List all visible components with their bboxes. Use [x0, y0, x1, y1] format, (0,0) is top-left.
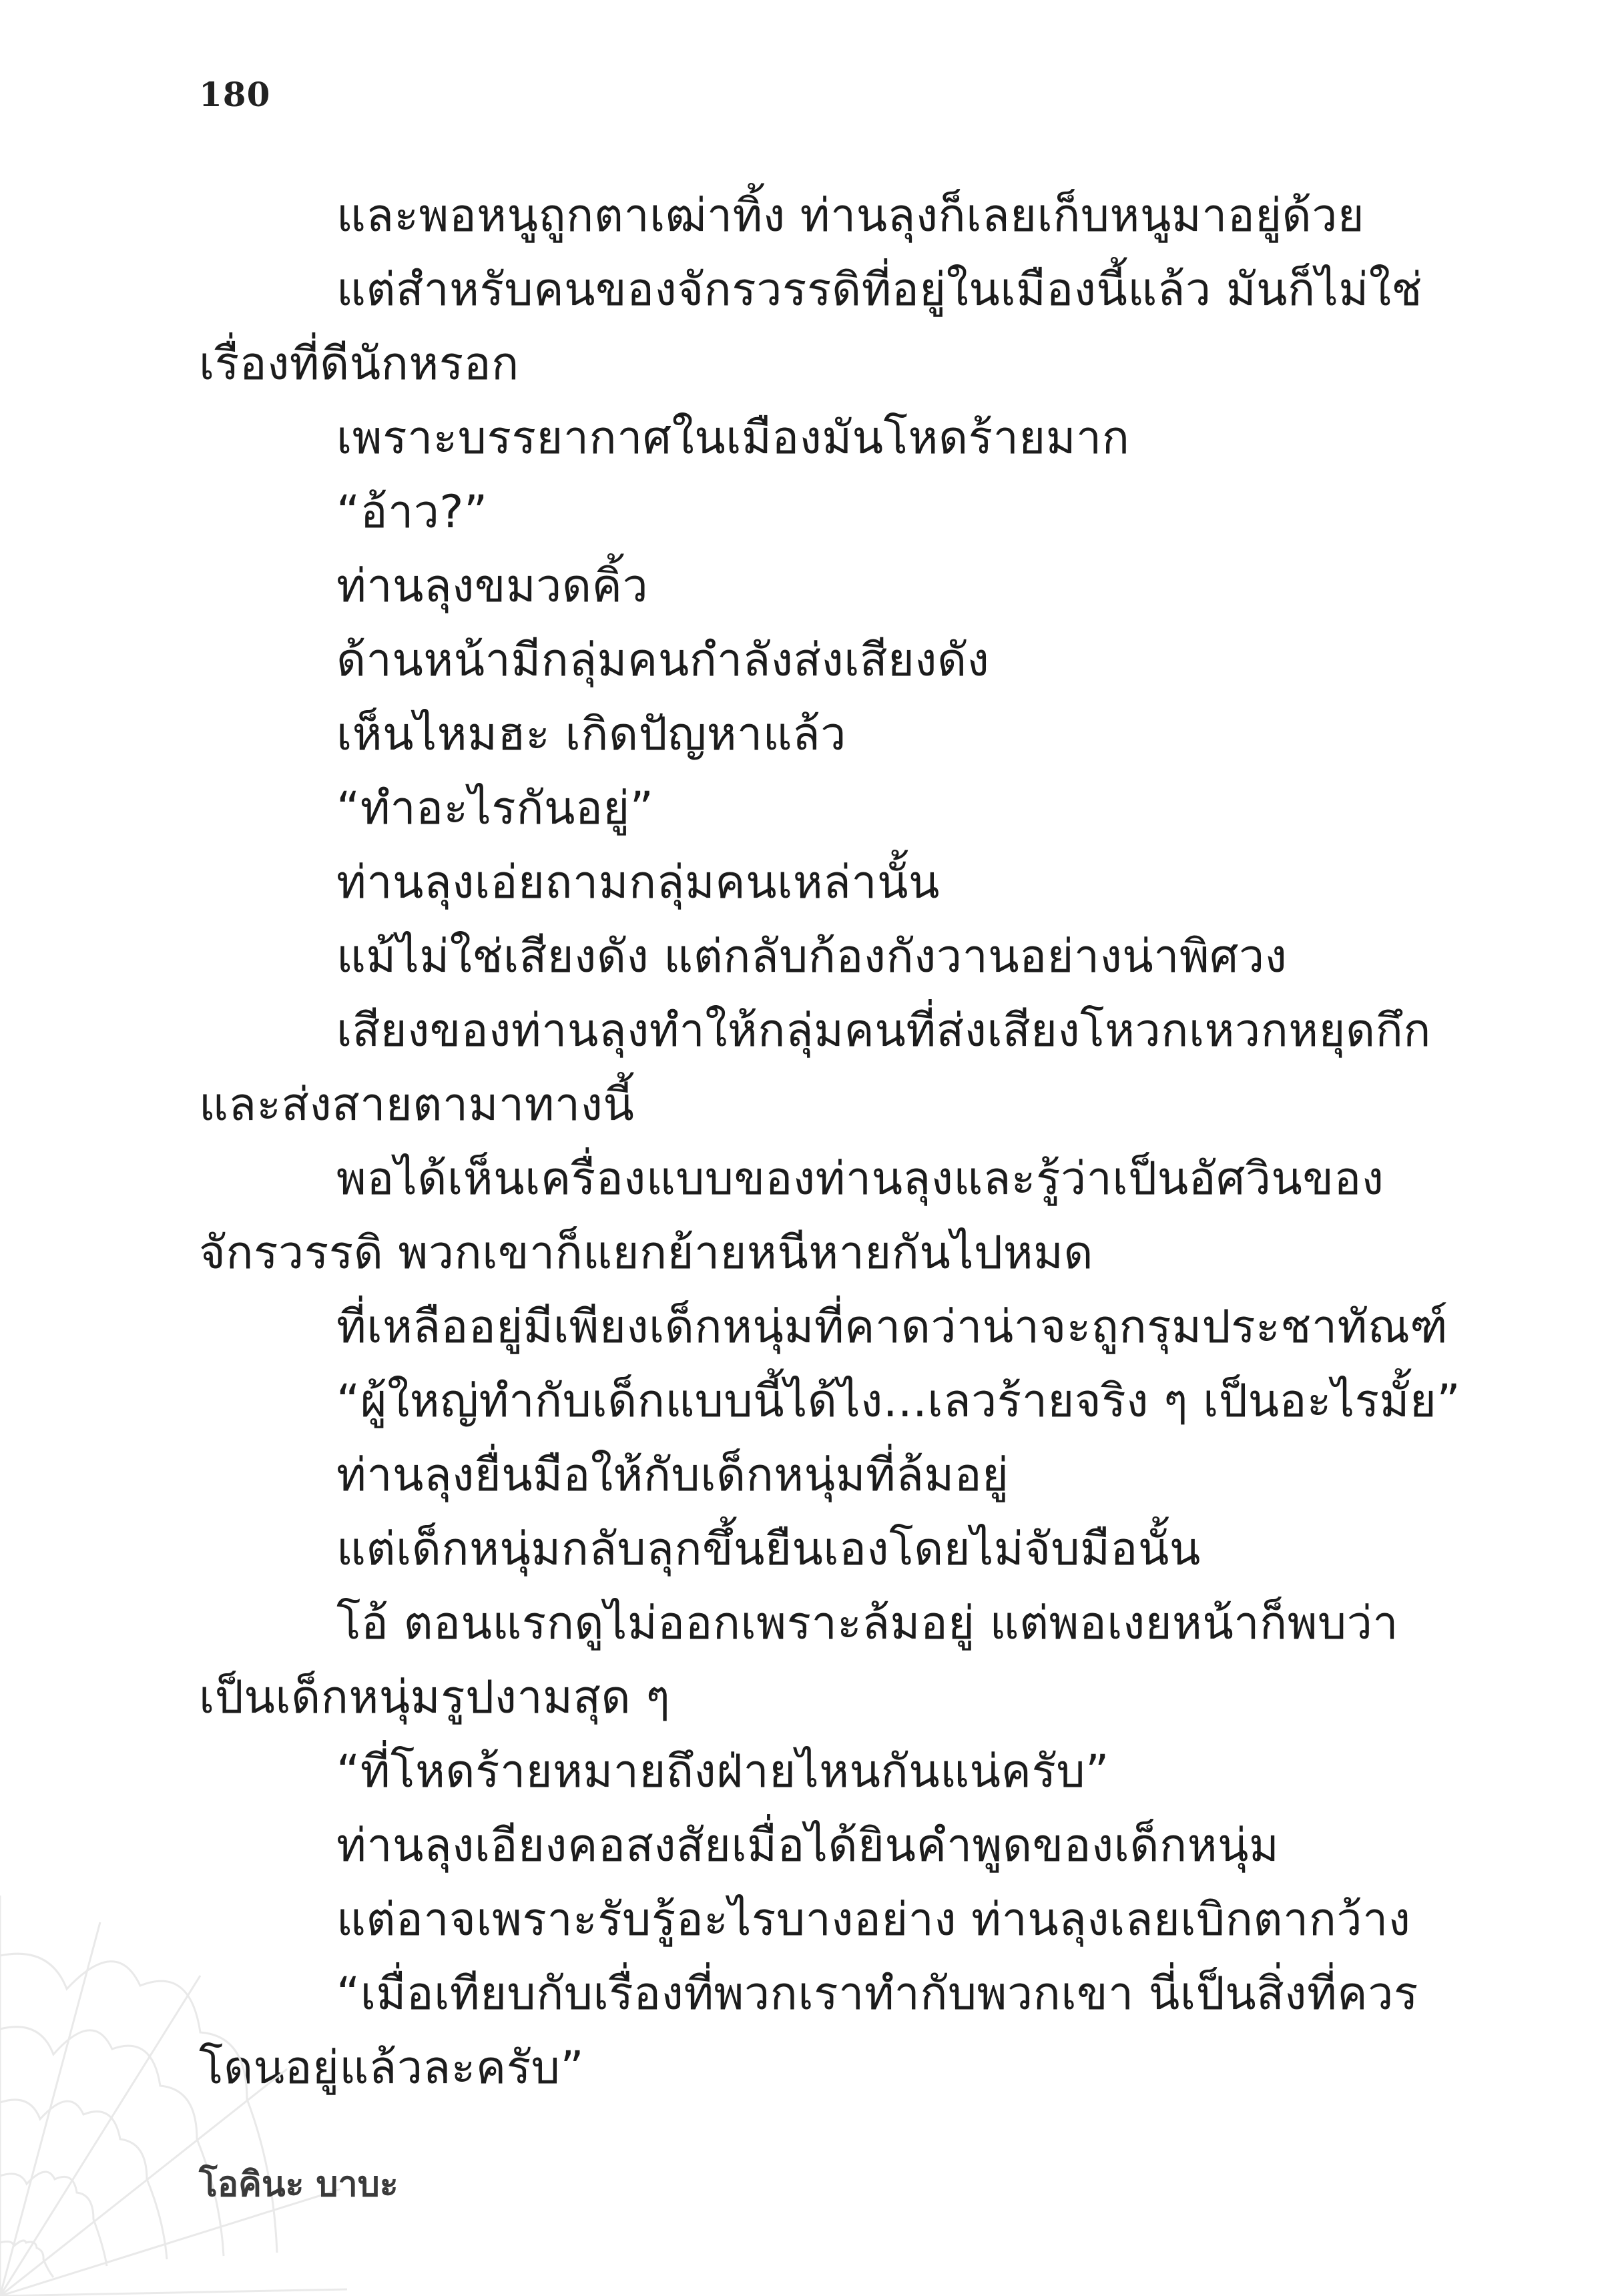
text-line: เสียงของท่านลุงทำให้กลุ่มคนที่ส่งเสียงโหวกเหวกหยุดกึก — [336, 1005, 1431, 1057]
author-name: โอคินะ บาบะ — [199, 2165, 398, 2205]
text-line: “เมื่อเทียบกับเรื่องที่พวกเราทำกับพวกเขา นี่เป็นสิ่งที่ควร — [336, 1968, 1418, 2020]
text-line: แต่เด็กหนุ่มกลับลุกขึ้นยืนเองโดยไม่จับมือนั้น — [336, 1523, 1201, 1576]
text-line: โอ้ ตอนแรกดูไม่ออกเพราะล้มอยู่ แต่พอเงยหน้าก็พบว่า — [336, 1597, 1399, 1650]
text-line: “ที่โหดร้ายหมายถึงฝ่ายไหนกันแน่ครับ” — [336, 1745, 1109, 1798]
text-line: โดนอยู่แล้วละครับ” — [199, 2042, 585, 2094]
text-line: “ทำอะไรกันอยู่” — [336, 782, 654, 835]
text-line: พอได้เห็นเครื่องแบบของท่านลุงและรู้ว่าเป็นอัศวินของ — [336, 1153, 1384, 1205]
cobweb-decoration — [0, 1882, 347, 2296]
text-line: ด้านหน้ามีกลุ่มคนกำลังส่งเสียงดัง — [336, 634, 990, 687]
text-line: ท่านลุงเอียงคอสงสัยเมื่อได้ยินคำพูดของเด็กหนุ่ม — [336, 1819, 1280, 1872]
page-number: 180 — [199, 75, 271, 114]
text-line: ท่านลุงขมวดคิ้ว — [336, 560, 649, 613]
body-text — [199, 179, 1461, 2105]
text-line: และส่งสายตามาทางนี้ — [199, 1079, 635, 1131]
text-line: ที่เหลืออยู่มีเพียงเด็กหนุ่มที่คาดว่าน่าจะถูกรุมประชาทัณฑ์ — [336, 1301, 1448, 1354]
text-line: เรื่องที่ดีนักหรอก — [199, 338, 519, 390]
text-line: “ผู้ใหญ่ทำกับเด็กแบบนี้ได้ไง...เลวร้ายจริง ๆ เป็นอะไรมั้ย” — [336, 1375, 1461, 1428]
text-line: แต่อาจเพราะรับรู้อะไรบางอย่าง ท่านลุงเลยเบิกตากว้าง — [336, 1894, 1411, 1946]
text-line: ท่านลุงเอ่ยถามกลุ่มคนเหล่านั้น — [336, 856, 940, 909]
text-line: “อ้าว?” — [336, 486, 488, 539]
text-line: และพอหนูถูกตาเฒ่าทิ้ง ท่านลุงก็เลยเก็บหนูมาอยู่ด้วย — [336, 190, 1365, 242]
text-line: แต่สำหรับคนของจักรวรรดิที่อยู่ในเมืองนี้แล้ว มันก็ไม่ใช่ — [336, 264, 1423, 316]
text-line: เป็นเด็กหนุ่มรูปงามสุด ๆ — [199, 1671, 671, 1724]
text-line: เห็นไหมฮะ เกิดปัญหาแล้ว — [336, 708, 846, 761]
text-line: เพราะบรรยากาศในเมืองมันโหดร้ายมาก — [336, 412, 1130, 465]
text-line: แม้ไม่ใช่เสียงดัง แต่กลับก้องกังวานอย่างน่าพิศวง — [336, 930, 1288, 983]
text-line: จักรวรรดิ พวกเขาก็แยกย้ายหนีหายกันไปหมด — [199, 1227, 1094, 1279]
text-line: ท่านลุงยื่นมือให้กับเด็กหนุ่มที่ล้มอยู่ — [336, 1449, 1009, 1502]
